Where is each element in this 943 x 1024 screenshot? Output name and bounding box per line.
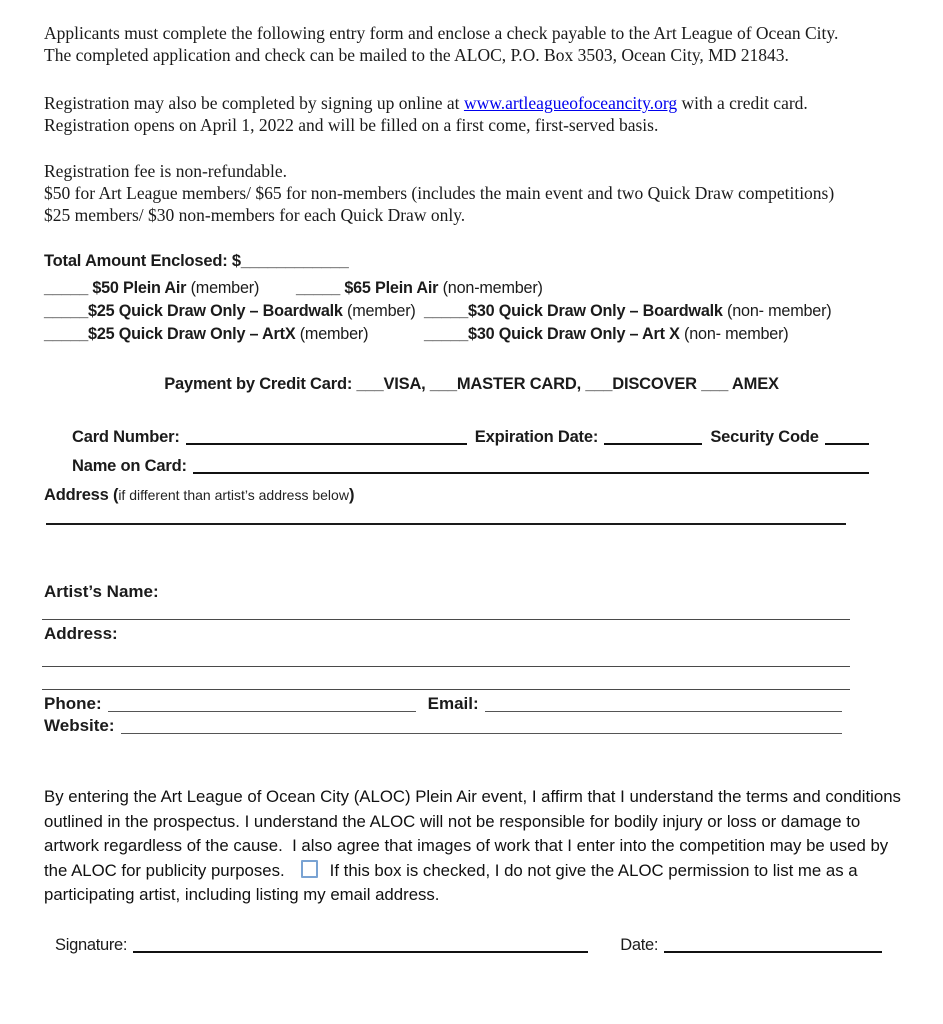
intro-paragraph-1 — [44, 22, 899, 66]
fees-line2: $50 for Art League members/ $65 for non-members (includes the main event and two Quick Draw competitions) — [44, 183, 835, 203]
fee-label-30-boardwalk: $30 Quick Draw Only – Boardwalk — [468, 302, 728, 320]
fee-option-row-1 — [44, 277, 899, 300]
payment-method-header: Payment by Credit Card: ___VISA, ___MASTER CARD, ___DISCOVER ___ AMEX — [164, 375, 779, 393]
online-registration-text: Registration may also be completed by signing up online at — [44, 93, 464, 113]
email-field[interactable] — [485, 710, 842, 712]
signature-field[interactable] — [133, 950, 588, 953]
agreement-text-part1: By entering the Art League of Ocean City (ALOC) Plein Air event, I affirm that I understand the terms and conditions outlined in the prospectus. I understand the ALOC will not be responsible for bodily injury or loss or damage to artwork regardless of the cause. I also agree that images of work that I enter into the competition may be used by the ALOC for publicity purposes. — [44, 787, 901, 880]
name-on-card-label: Name on Card: — [72, 457, 187, 475]
fee-blank-25-boardwalk[interactable]: _____ — [44, 302, 89, 320]
credit-card-text: with a credit card. — [677, 93, 808, 113]
fee-member-note-30-artx: (non- member) — [684, 325, 789, 343]
fee-member-note-50: (member) — [190, 279, 260, 297]
fee-label-25-boardwalk: $25 Quick Draw Only – Boardwalk — [88, 302, 348, 320]
fee-options — [44, 277, 899, 346]
website-row — [44, 715, 850, 737]
total-amount-row — [44, 250, 899, 272]
fees-line3: $25 members/ $30 non-members for each Quick Draw only. — [44, 205, 466, 225]
cc-address-note: if different than artist’s address below — [118, 487, 349, 503]
card-number-row — [72, 425, 877, 450]
cc-address-label-close: ) — [348, 486, 355, 504]
publicity-opt-out-checkbox[interactable] — [301, 860, 318, 878]
fees-paragraph — [44, 160, 899, 226]
phone-label: Phone: — [44, 694, 102, 713]
phone-email-row — [44, 693, 850, 715]
fee-blank-30-artx[interactable]: _____ — [424, 325, 469, 343]
fee-option-row-2 — [44, 300, 899, 323]
artist-address-field-line2[interactable] — [42, 688, 850, 690]
intro-p2-line1 — [44, 92, 899, 114]
intro-p2-line2: Registration opens on April 1, 2022 and will be filled on a first come, first-served basis. — [44, 115, 659, 135]
fee-member-note-65: (non-member) — [442, 279, 543, 297]
signature-label: Signature: — [55, 935, 128, 954]
fee-member-note-25-boardwalk: (member) — [347, 302, 416, 320]
date-label: Date: — [620, 935, 659, 954]
name-on-card-row — [72, 454, 877, 479]
fee-option-25-artx-member — [44, 323, 424, 346]
fees-line1: Registration fee is non-refundable. — [44, 161, 287, 181]
cc-address-row — [44, 483, 899, 508]
artist-name-field[interactable] — [42, 618, 850, 620]
fee-option-25-boardwalk-member — [44, 300, 424, 323]
artleague-website-link[interactable]: www.artleagueofoceancity.org — [463, 93, 678, 113]
fee-member-note-25-artx: (member) — [299, 325, 369, 343]
agreement-paragraph — [44, 785, 902, 908]
fee-label-65: $65 Plein Air — [344, 279, 443, 297]
intro-p1-line2: The completed application and check can be mailed to the ALOC, P.O. Box 3503, Ocean City, MD 21843. — [44, 45, 789, 65]
website-field[interactable] — [121, 732, 842, 734]
cc-address-label: Address ( — [44, 486, 119, 504]
intro-p1-line1: Applicants must complete the following entry form and enclose a check payable to the Art League of Ocean City. — [44, 23, 839, 43]
fee-option-30-boardwalk-nonmember — [424, 300, 831, 323]
security-code-label: Security Code — [710, 428, 819, 446]
date-field[interactable] — [664, 950, 882, 953]
fee-blank-65[interactable]: _____ — [296, 279, 345, 297]
card-number-label: Card Number: — [72, 428, 180, 446]
fee-label-50: $50 Plein Air — [92, 279, 191, 297]
cc-address-field[interactable] — [46, 522, 846, 525]
security-code-field[interactable] — [825, 442, 869, 445]
email-label: Email: — [427, 694, 479, 713]
name-on-card-field[interactable] — [193, 471, 869, 474]
card-number-field[interactable] — [186, 442, 467, 445]
artist-name-label: Artist’s Name: — [44, 582, 159, 601]
fee-option-row-3 — [44, 323, 899, 346]
fee-label-25-artx: $25 Quick Draw Only – ArtX — [88, 325, 300, 343]
total-amount-label: Total Amount Enclosed: $ — [44, 252, 241, 270]
fee-option-65-plein-air-nonmember — [296, 277, 543, 300]
fee-option-50-plein-air-member — [44, 277, 296, 300]
fee-blank-25-artx[interactable]: _____ — [44, 325, 89, 343]
agreement-text-part2: If this box is checked, I do not give the ALOC permission to list me as a participating artist, including listing my email address. — [44, 860, 858, 904]
signature-row — [44, 934, 900, 956]
fee-blank-50[interactable]: _____ — [44, 279, 93, 297]
phone-field[interactable] — [108, 710, 416, 712]
fee-label-30-artx: $30 Quick Draw Only – Art X — [468, 325, 685, 343]
expiration-date-label: Expiration Date: — [474, 428, 599, 446]
fee-member-note-30-boardwalk: (non- member) — [727, 302, 832, 320]
expiration-date-field[interactable] — [604, 442, 702, 445]
website-label: Website: — [44, 716, 115, 735]
total-amount-field[interactable]: ____________ — [240, 252, 349, 270]
artist-address-label: Address: — [44, 624, 118, 643]
intro-paragraph-2 — [44, 92, 899, 136]
artist-address-field-line1[interactable] — [42, 665, 850, 667]
fee-option-30-artx-nonmember — [424, 323, 788, 346]
fee-blank-30-boardwalk[interactable]: _____ — [424, 302, 469, 320]
